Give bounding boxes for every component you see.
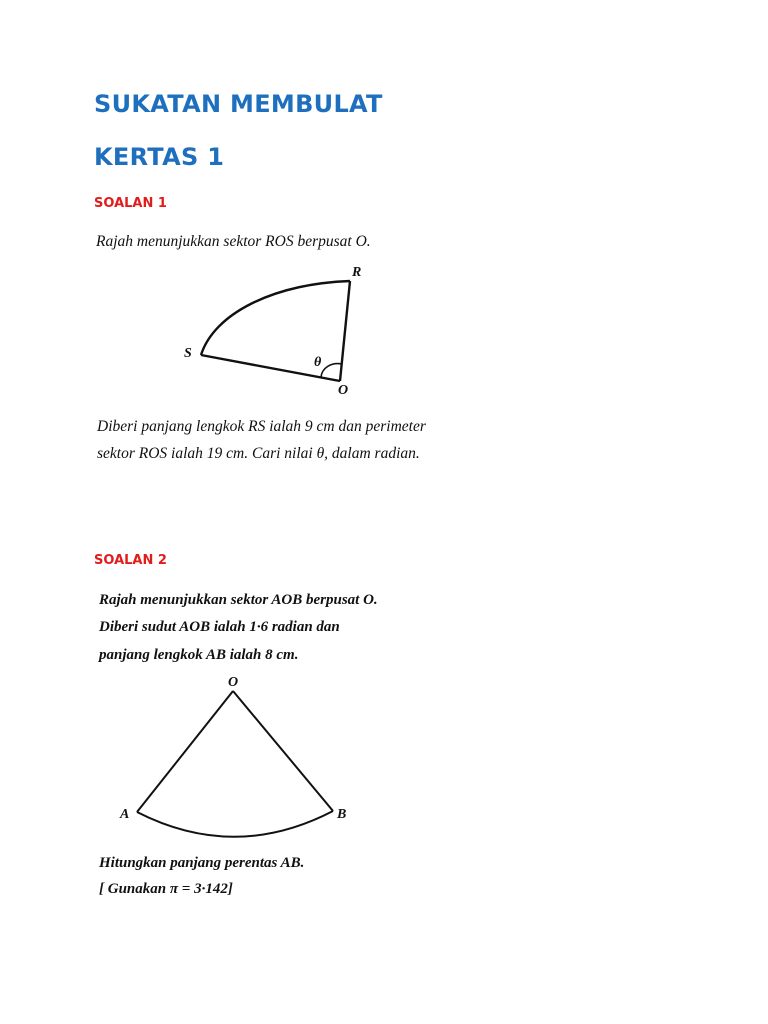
label-o: O	[228, 675, 239, 690]
question-2-intro-line-1: Rajah menunjukkan sektor AOB berpusat O.	[99, 592, 378, 608]
question-2-intro-line-3: panjang lengkok AB ialah 8 cm.	[99, 647, 299, 663]
page-title: SUKATAN MEMBULAT	[94, 90, 383, 118]
question-1-text-line-2: sektor ROS ialah 19 cm. Cari nilai θ, dalam radian.	[97, 445, 420, 462]
label-r: R	[352, 265, 362, 280]
page-subtitle: KERTAS 1	[94, 143, 225, 171]
label-theta: θ	[314, 355, 322, 370]
question-2-label: SOALAN 2	[94, 553, 167, 568]
label-o: O	[338, 383, 349, 398]
question-1-label: SOALAN 1	[94, 196, 167, 211]
question-2-text-line-1: Hitungkan panjang perentas AB.	[99, 855, 305, 871]
arc-ab	[137, 811, 333, 837]
label-b: B	[337, 807, 347, 822]
question-1-intro: Rajah menunjukkan sektor ROS berpusat O.	[96, 233, 371, 250]
question-2-text-line-2: [ Gunakan π = 3·142]	[99, 881, 233, 897]
question-1-text-line-1: Diberi panjang lengkok RS ialah 9 cm dan perimeter	[97, 418, 426, 435]
radius-oa	[137, 691, 233, 812]
label-s: S	[184, 346, 192, 361]
radius-ob	[233, 691, 333, 811]
question-2-intro-line-2: Diberi sudut AOB ialah 1·6 radian dan	[99, 619, 340, 635]
label-a: A	[120, 807, 130, 822]
